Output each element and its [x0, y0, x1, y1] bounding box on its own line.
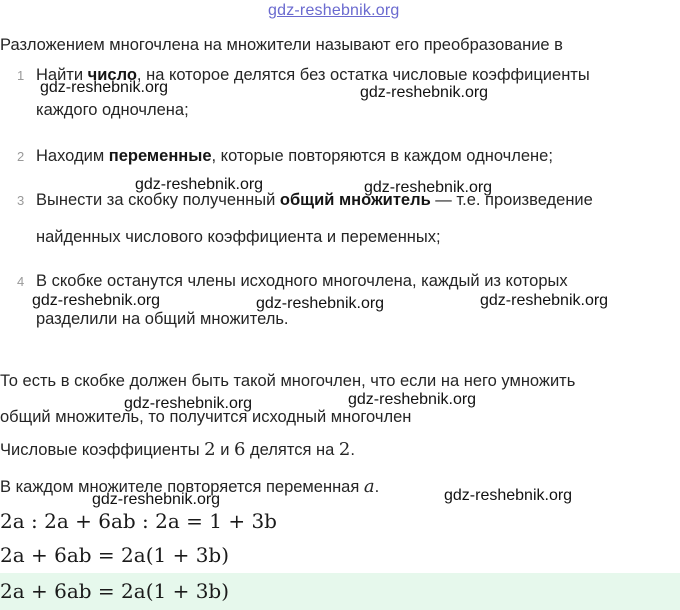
step-4-number: 4	[17, 274, 25, 289]
watermark: gdz-reshebnik.org	[135, 176, 264, 193]
watermark: gdz-reshebnik.org	[92, 491, 221, 508]
step-2-line-1: Находим переменные, которые повторяются в каждом одночлене;	[36, 147, 553, 165]
watermark: gdz-reshebnik.org	[40, 79, 169, 96]
watermark: gdz-reshebnik.org	[348, 391, 477, 408]
watermark: gdz-reshebnik.org	[32, 292, 161, 309]
step-3-number: 3	[17, 193, 25, 208]
watermark: gdz-reshebnik.org	[360, 84, 489, 101]
step-4-line-1: В скобке останутся члены исходного многочлена, каждый из которых	[36, 272, 568, 290]
step-4-line-2: разделили на общий множитель.	[36, 310, 289, 328]
watermark: gdz-reshebnik.org	[256, 295, 385, 312]
answer-equation: 2a + 6ab = 2a(1 + 3b)	[0, 579, 230, 603]
watermark: gdz-reshebnik.org	[444, 487, 573, 504]
variable-text: В каждом множителе повторяется переменная a.	[0, 476, 380, 497]
intro-text: Разложением многочлена на множители называют его преобразование в	[0, 36, 563, 54]
step-3-line-1: Вынести за скобку полученный общий множитель — т.е. произведение	[36, 191, 593, 209]
explain-line-2: общий множитель, то получится исходный многочлен	[0, 408, 412, 426]
step-2-number: 2	[17, 149, 25, 164]
explain-line-1: То есть в скобке должен быть такой многочлен, что если на него умножить	[0, 372, 576, 390]
watermark-top-link[interactable]: gdz-reshebnik.org	[268, 2, 400, 19]
coefficients-text: Числовые коэффициенты 2 и 6 делятся на 2.	[0, 439, 355, 460]
step-1-number: 1	[17, 68, 25, 83]
watermark: gdz-reshebnik.org	[364, 179, 493, 196]
watermark: gdz-reshebnik.org	[480, 292, 609, 309]
step-1-line-1: Найти число, на которое делятся без остатка числовые коэффициенты	[36, 66, 590, 84]
watermark: gdz-reshebnik.org	[124, 395, 253, 412]
equation-factored: 2a + 6ab = 2a(1 + 3b)	[0, 543, 230, 567]
equation-division: 2a : 2a + 6ab : 2a = 1 + 3b	[0, 509, 277, 533]
step-3-line-2: найденных числового коэффициента и переменных;	[36, 228, 441, 246]
step-1-line-2: каждого одночлена;	[36, 101, 189, 119]
